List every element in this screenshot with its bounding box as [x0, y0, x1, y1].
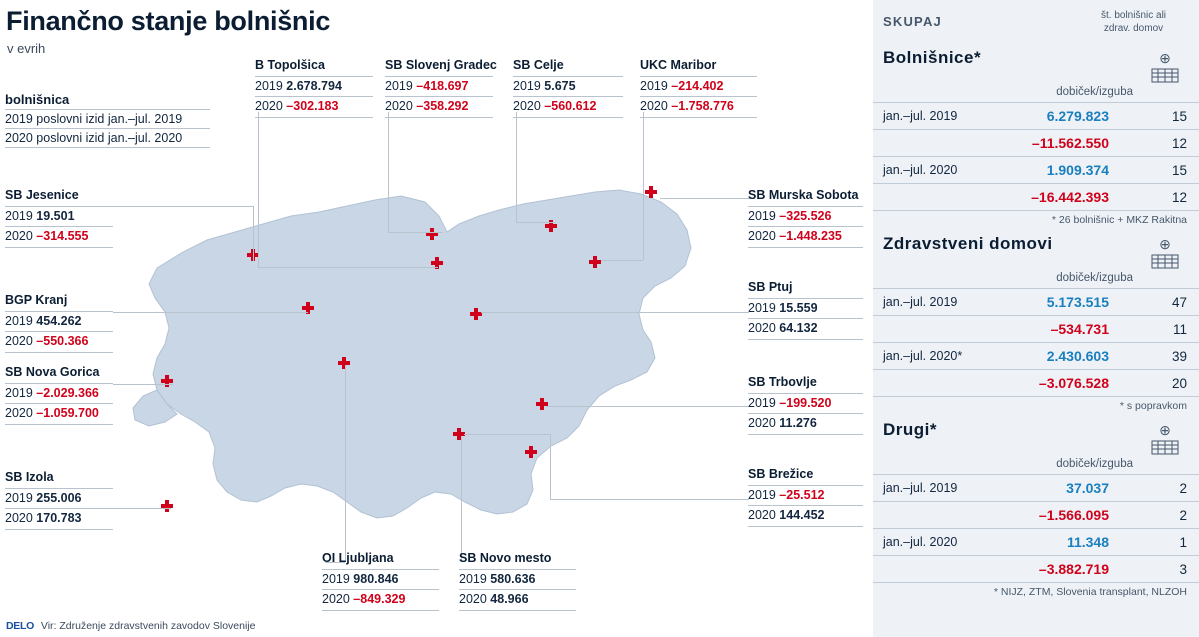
callout-value: –1.448.235	[779, 229, 842, 244]
callout-year: 2019	[255, 78, 283, 93]
connector-slovenj-gradec	[388, 112, 389, 232]
callout-row-2020	[5, 226, 113, 248]
callout-title: SB Ptuj	[748, 280, 793, 294]
callout-title: SB Murska Sobota	[748, 188, 859, 202]
row-count: 1	[1135, 529, 1199, 556]
row-label	[873, 316, 1003, 343]
callout-sb-ptuj	[748, 280, 863, 340]
callout-title: UKC Maribor	[640, 58, 717, 72]
callout-value: 15.559	[779, 300, 818, 315]
row-label	[873, 184, 1003, 211]
connector-jesenice	[113, 206, 253, 207]
marker-sb-izola	[161, 500, 173, 512]
callout-year: 2019	[459, 571, 487, 586]
callout-ukc-maribor	[640, 58, 757, 118]
callout-year: 2019	[748, 208, 776, 223]
callout-row-2020	[748, 318, 863, 340]
callout-row-2019	[322, 569, 439, 590]
row-label: jan.–jul. 2019	[873, 289, 1003, 316]
callout-year: 2019	[5, 490, 33, 505]
callout-year: 2019	[5, 313, 33, 328]
callout-value: –550.366	[36, 334, 89, 349]
row-label: jan.–jul. 2020*	[873, 343, 1003, 370]
callout-row-2019	[748, 298, 863, 319]
callout-row-2020	[748, 226, 863, 248]
callout-year: 2020	[748, 321, 776, 336]
callout-title: BGP Kranj	[5, 293, 68, 307]
table-bolnisnice	[873, 102, 1199, 210]
summary-panel	[873, 0, 1199, 637]
callout-year: 2020	[459, 592, 487, 607]
row-value: 6.279.823	[1003, 103, 1135, 130]
row-count: 12	[1135, 184, 1199, 211]
callout-value: –314.555	[36, 229, 89, 244]
row-value: 37.037	[1003, 475, 1135, 502]
table-row	[873, 343, 1199, 370]
callout-value: –199.520	[779, 395, 832, 410]
legend-year-2020: 2020	[5, 131, 33, 145]
section-note: * NIJZ, ZTM, Slovenia transplant, NLZOH	[873, 582, 1199, 604]
row-count: 3	[1135, 556, 1199, 583]
callout-value: –418.697	[416, 78, 469, 93]
callout-bgp-kranj	[5, 293, 113, 353]
row-value: –11.562.550	[1003, 130, 1135, 157]
callout-row-2020	[640, 96, 757, 118]
callout-year: 2019	[5, 385, 33, 400]
callout-oi-ljubljana	[322, 551, 439, 611]
callout-year: 2019	[513, 78, 541, 93]
callout-year: 2019	[748, 395, 776, 410]
callout-value: 11.276	[779, 416, 817, 431]
callout-title: SB Trbovlje	[748, 375, 817, 389]
callout-value: –302.183	[286, 99, 339, 114]
connector-ukc-maribor	[643, 112, 644, 260]
callout-row-2019	[459, 569, 576, 590]
row-count: 47	[1135, 289, 1199, 316]
row-label	[873, 556, 1003, 583]
section-bolnisnice	[873, 46, 1199, 232]
callout-row-2020	[513, 96, 623, 118]
count-column-header	[1076, 10, 1191, 35]
section-sub-label: dobiček/izguba	[1056, 458, 1133, 470]
callout-year: 2019	[640, 78, 668, 93]
row-value: 11.348	[1003, 529, 1135, 556]
count-header-line1: št. bolnišnic ali	[1100, 10, 1167, 21]
callout-row-2020	[255, 96, 373, 118]
connector-trbovlje	[546, 406, 749, 407]
source-text: Vir: Združenje zdravstvenih zavodov Slovenije	[40, 620, 256, 632]
callout-row-2020	[385, 96, 493, 118]
connector-ljubljana	[345, 365, 346, 562]
callout-year: 2019	[385, 78, 413, 93]
row-count: 15	[1135, 157, 1199, 184]
page-title: Finančno stanje bolnišnic	[6, 6, 331, 36]
hospital-building-icon	[1151, 65, 1179, 83]
callout-row-2019	[748, 206, 863, 227]
row-label	[873, 370, 1003, 397]
row-value: 5.173.515	[1003, 289, 1135, 316]
callout-value: –849.329	[353, 592, 406, 607]
slovenia-shape	[149, 190, 691, 518]
count-header-line2: zdrav. domov	[1103, 22, 1164, 34]
callout-value: 980.846	[353, 571, 399, 586]
footer	[6, 620, 255, 632]
callout-value: –1.059.700	[36, 406, 99, 421]
callout-value: 5.675	[544, 78, 576, 93]
callout-year: 2020	[385, 99, 413, 114]
callout-title: SB Jesenice	[5, 188, 79, 202]
callout-title: SB Nova Gorica	[5, 365, 100, 379]
callout-title: SB Brežice	[748, 467, 814, 481]
connector-celje-h	[516, 222, 556, 223]
callout-title: SB Celje	[513, 58, 564, 72]
hospital-building-icon	[1151, 251, 1179, 269]
callout-value: 580.636	[490, 571, 536, 586]
row-count: 39	[1135, 343, 1199, 370]
callout-sb-slovenj-gradec	[385, 58, 497, 118]
panel-header	[873, 0, 1199, 46]
section-note: * s popravkom	[873, 396, 1199, 418]
legend-year-2019: 2019	[5, 112, 33, 126]
row-value: 1.909.374	[1003, 157, 1135, 184]
table-row	[873, 157, 1199, 184]
connector-brezice-h2	[550, 499, 749, 500]
connector-brezice-v	[550, 434, 551, 499]
callout-row-2019	[385, 76, 493, 97]
callout-row-2019	[748, 485, 863, 506]
callout-value: –25.512	[779, 487, 825, 502]
connector-kranj	[113, 312, 308, 313]
callout-sb-novo-mesto	[459, 551, 576, 611]
section-zdravstveni-domovi	[873, 232, 1199, 418]
row-label: jan.–jul. 2019	[873, 103, 1003, 130]
callout-value: –560.612	[544, 99, 597, 114]
callout-value: 2.678.794	[286, 78, 342, 93]
callout-title: SB Izola	[5, 470, 54, 484]
callout-row-2020	[748, 413, 863, 435]
callout-row-2020	[5, 508, 113, 530]
row-label: jan.–jul. 2020	[873, 157, 1003, 184]
section-note: * 26 bolnišnic + MKZ Rakitna	[873, 210, 1199, 232]
hospital-icon	[1145, 52, 1185, 83]
connector-ukc-maribor-h	[601, 260, 643, 261]
plus-icon: ⊕	[1159, 50, 1171, 66]
row-label: jan.–jul. 2020	[873, 529, 1003, 556]
callout-value: 255.006	[36, 490, 82, 505]
callout-row-2019	[513, 76, 623, 97]
table-row	[873, 502, 1199, 529]
callout-row-2019	[255, 76, 373, 97]
table-row	[873, 475, 1199, 502]
row-count: 20	[1135, 370, 1199, 397]
callout-row-2019	[5, 206, 113, 227]
table-drugi	[873, 474, 1199, 582]
callout-year: 2019	[322, 571, 350, 586]
row-label	[873, 130, 1003, 157]
connector-nova-gorica	[113, 384, 173, 385]
table-row	[873, 103, 1199, 130]
panel-title: SKUPAJ	[883, 14, 942, 29]
row-value: –534.731	[1003, 316, 1135, 343]
connector-jesenice-v	[253, 206, 254, 261]
callout-sb-nova-gorica	[5, 365, 113, 425]
connector-slovenj-gradec-h	[388, 232, 443, 233]
callout-year: 2019	[748, 300, 776, 315]
callout-year: 2019	[748, 487, 776, 502]
table-row	[873, 529, 1199, 556]
row-value: –3.076.528	[1003, 370, 1135, 397]
callout-year: 2020	[322, 592, 350, 607]
callout-row-2020	[459, 589, 576, 611]
callout-title: SB Slovenj Gradec	[385, 58, 497, 72]
callout-sb-trbovlje	[748, 375, 863, 435]
connector-b-topolsica	[258, 112, 259, 267]
connector-b-topolsica-h	[258, 267, 438, 268]
row-value: –16.442.393	[1003, 184, 1135, 211]
callout-year: 2020	[5, 334, 33, 349]
callout-value: 454.262	[36, 313, 82, 328]
callout-value: 170.783	[36, 511, 82, 526]
table-row	[873, 556, 1199, 583]
hospital-building-icon	[1151, 437, 1179, 455]
callout-sb-jesenice	[5, 188, 113, 248]
callout-row-2020	[322, 589, 439, 611]
connector-ptuj	[481, 312, 749, 313]
callout-row-2020	[5, 403, 113, 425]
legend-text-2020: poslovni izid jan.–jul. 2020	[36, 131, 183, 145]
callout-value: –2.029.366	[36, 385, 99, 400]
plus-icon: ⊕	[1159, 422, 1171, 438]
connector-brezice	[464, 434, 550, 435]
callout-value: –1.758.776	[671, 99, 734, 114]
callout-value: 48.966	[490, 592, 529, 607]
callout-year: 2020	[5, 229, 33, 244]
callout-year: 2020	[748, 416, 776, 431]
connector-murska-sobota	[660, 198, 750, 199]
callout-title: B Topolšica	[255, 58, 325, 72]
row-count: 11	[1135, 316, 1199, 343]
callout-sb-murska-sobota	[748, 188, 863, 248]
section-title: Bolnišnice*	[883, 48, 982, 67]
table-row	[873, 289, 1199, 316]
callout-year: 2020	[748, 508, 776, 523]
callout-value: 19.501	[36, 208, 75, 223]
section-sub-label: dobiček/izguba	[1056, 86, 1133, 98]
hospital-icon	[1145, 238, 1185, 269]
callout-row-2020	[748, 505, 863, 527]
callout-year: 2020	[5, 511, 33, 526]
callout-value: 144.452	[779, 508, 825, 523]
connector-izola	[113, 508, 171, 509]
section-title: Zdravstveni domovi	[883, 234, 1053, 253]
callout-sb-izola	[5, 470, 113, 530]
callout-value: –325.526	[779, 208, 832, 223]
legend-text-2019: poslovni izid jan.–jul. 2019	[36, 112, 183, 126]
callout-row-2019	[5, 311, 113, 332]
section-drugi	[873, 418, 1199, 604]
table-row	[873, 184, 1199, 211]
callout-value: 64.132	[779, 321, 818, 336]
callout-row-2019	[640, 76, 757, 97]
callout-year: 2020	[640, 99, 668, 114]
row-label: jan.–jul. 2019	[873, 475, 1003, 502]
callout-b-topolsica	[255, 58, 373, 118]
callout-row-2019	[5, 488, 113, 509]
callout-value: –358.292	[416, 99, 469, 114]
callout-value: –214.402	[671, 78, 724, 93]
table-zdravstveni-domovi	[873, 288, 1199, 396]
section-sub-label: dobiček/izguba	[1056, 272, 1133, 284]
row-count: 2	[1135, 502, 1199, 529]
slovenia-map	[95, 120, 795, 590]
table-row	[873, 370, 1199, 397]
plus-icon: ⊕	[1159, 236, 1171, 252]
callout-year: 2020	[748, 229, 776, 244]
row-value: –3.882.719	[1003, 556, 1135, 583]
row-value: –1.566.095	[1003, 502, 1135, 529]
callout-title: OI Ljubljana	[322, 551, 394, 565]
callout-row-2019	[5, 383, 113, 404]
delo-logo: DELO	[6, 620, 34, 632]
table-row	[873, 130, 1199, 157]
callout-year: 2019	[5, 208, 33, 223]
hospital-icon	[1145, 424, 1185, 455]
row-value: 2.430.603	[1003, 343, 1135, 370]
row-count: 12	[1135, 130, 1199, 157]
callout-year: 2020	[255, 99, 283, 114]
callout-sb-celje	[513, 58, 623, 118]
row-count: 15	[1135, 103, 1199, 130]
callout-year: 2020	[5, 406, 33, 421]
callout-row-2020	[5, 331, 113, 353]
callout-year: 2020	[513, 99, 541, 114]
row-label	[873, 502, 1003, 529]
page-subtitle: v evrih	[7, 41, 46, 56]
connector-novo-mesto	[461, 436, 462, 562]
table-row	[873, 316, 1199, 343]
callout-sb-brezice	[748, 467, 863, 527]
legend-title: bolnišnica	[5, 92, 70, 107]
callout-row-2019	[748, 393, 863, 414]
section-title: Drugi*	[883, 420, 937, 439]
row-count: 2	[1135, 475, 1199, 502]
callout-title: SB Novo mesto	[459, 551, 552, 565]
connector-celje	[516, 112, 517, 222]
